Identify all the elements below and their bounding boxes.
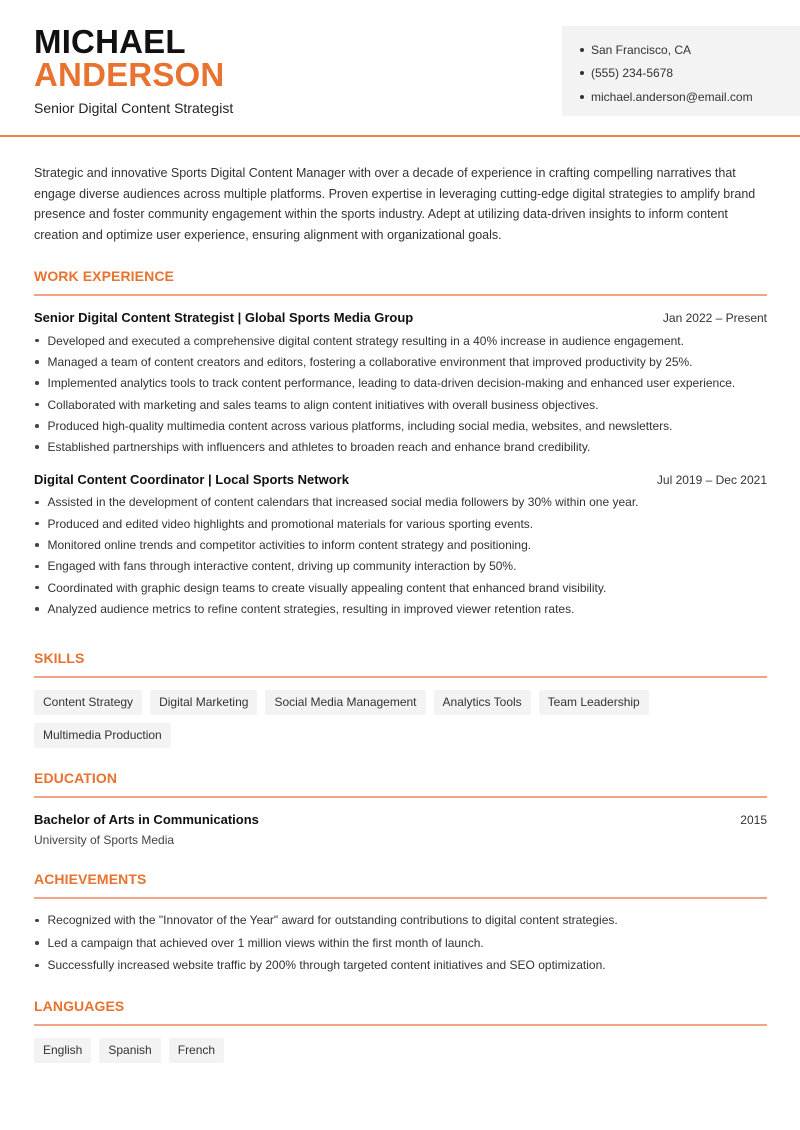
bullet-icon: [35, 941, 39, 945]
contact-email: michael.anderson@email.com: [580, 85, 800, 109]
bullet-icon: [35, 360, 39, 364]
list-item: Collaborated with marketing and sales teams to align content initiatives with overall business objectives.: [34, 394, 767, 415]
bullet-icon: [35, 501, 39, 505]
list-item: Produced high-quality multimedia content across various platforms, including social media, websites, and newsletters.: [34, 415, 767, 436]
section-divider: [34, 897, 767, 899]
skill-tag: Team Leadership: [539, 690, 649, 715]
bullet-icon: [580, 95, 584, 99]
list-item: Monitored online trends and competitor activities to inform content strategy and positioning.: [34, 534, 767, 555]
bullet-icon: [35, 339, 39, 343]
list-item: Analyzed audience metrics to refine content strategies, resulting in improved viewer retention rates.: [34, 598, 767, 619]
section-title: EDUCATION: [34, 770, 118, 786]
languages-section: [34, 998, 767, 1063]
degree: Bachelor of Arts in Communications: [34, 812, 259, 827]
summary: Strategic and innovative Sports Digital Content Manager with over a decade of experience in crafting compelling narratives that engage diverse audiences across multiple platforms. Proven expertise in leveraging cutting-edge digital strategies to amplify brand presence and foster community engagement within the sports industry. Adept at utilizing data-driven insights to inform content creation and optimize user experience, ensuring alignment with organizational goals.: [34, 166, 756, 243]
section-divider: [34, 294, 767, 296]
list-item: Produced and edited video highlights and promotional materials for various sporting events.: [34, 513, 767, 534]
language-tag: English: [34, 1038, 91, 1063]
bullet-icon: [580, 71, 584, 75]
achievements-section: [34, 871, 767, 977]
list-item: Developed and executed a comprehensive digital content strategy resulting in a 40% increase in audience engagement.: [34, 330, 767, 351]
bullet-icon: [35, 424, 39, 428]
skill-tag: Content Strategy: [34, 690, 142, 715]
skill-tag: Digital Marketing: [150, 690, 257, 715]
section-divider: [34, 676, 767, 678]
bullet-icon: [35, 919, 39, 923]
list-item: Established partnerships with influencers and athletes to broaden reach and enhance brand credibility.: [34, 436, 767, 457]
job-title: Senior Digital Content Strategist: [34, 100, 234, 116]
first-name: MICHAEL: [34, 23, 186, 60]
bullet-icon: [35, 445, 39, 449]
skills-tags: [34, 690, 767, 748]
section-title: SKILLS: [34, 650, 85, 666]
section-title: ACHIEVEMENTS: [34, 871, 147, 887]
section-divider: [34, 796, 767, 798]
list-item: Implemented analytics tools to track content performance, leading to data-driven decision-making and enhanced user experience.: [34, 373, 767, 394]
bullet-icon: [35, 964, 39, 968]
last-name: ANDERSON: [34, 56, 225, 93]
bullet-icon: [35, 586, 39, 590]
list-item: Coordinated with graphic design teams to create visually appealing content that enhanced brand visibility.: [34, 577, 767, 598]
skill-tag: Multimedia Production: [34, 723, 171, 748]
list-item: Recognized with the "Innovator of the Year" award for outstanding contributions to digital content strategies.: [34, 909, 767, 932]
job-entry: [34, 472, 767, 620]
skill-tag: Social Media Management: [265, 690, 425, 715]
bullet-icon: [35, 381, 39, 385]
bullet-icon: [35, 522, 39, 526]
bullet-icon: [35, 607, 39, 611]
list-item: Managed a team of content creators and editors, fostering a collaborative environment that improved productivity by 25%.: [34, 351, 767, 372]
resume-header: [0, 0, 800, 137]
contact-phone: (555) 234-5678: [580, 62, 800, 86]
section-title: LANGUAGES: [34, 998, 125, 1014]
language-tags: [34, 1038, 767, 1063]
contact-box: [562, 26, 800, 116]
bullet-icon: [35, 543, 39, 547]
section-title: WORK EXPERIENCE: [34, 268, 174, 284]
contact-location: San Francisco, CA: [580, 38, 800, 62]
job-dates: Jul 2019 – Dec 2021: [656, 472, 767, 487]
job-entry: [34, 310, 767, 458]
list-item: Assisted in the development of content calendars that increased social media followers by 30% within one year.: [34, 492, 767, 513]
bullet-icon: [35, 403, 39, 407]
job-heading: Senior Digital Content Strategist | Global Sports Media Group: [34, 310, 414, 325]
section-divider: [34, 1024, 767, 1026]
graduation-year: 2015: [740, 813, 767, 827]
bullet-icon: [35, 565, 39, 569]
bullet-icon: [580, 48, 584, 52]
job-dates: Jan 2022 – Present: [662, 311, 767, 325]
language-tag: French: [169, 1038, 224, 1063]
language-tag: Spanish: [99, 1038, 160, 1063]
skills-section: [34, 650, 767, 748]
school: University of Sports Media: [34, 833, 175, 847]
job-heading: Digital Content Coordinator | Local Sports Network: [34, 471, 349, 487]
education-section: [34, 770, 767, 847]
skill-tag: Analytics Tools: [434, 690, 531, 715]
work-experience-section: [34, 268, 767, 620]
list-item: Engaged with fans through interactive content, driving up community interaction by 50%.: [34, 556, 767, 577]
list-item: Led a campaign that achieved over 1 million views within the first month of launch.: [34, 932, 767, 955]
list-item: Successfully increased website traffic by 200% through targeted content initiatives and SEO optimization.: [34, 954, 767, 977]
